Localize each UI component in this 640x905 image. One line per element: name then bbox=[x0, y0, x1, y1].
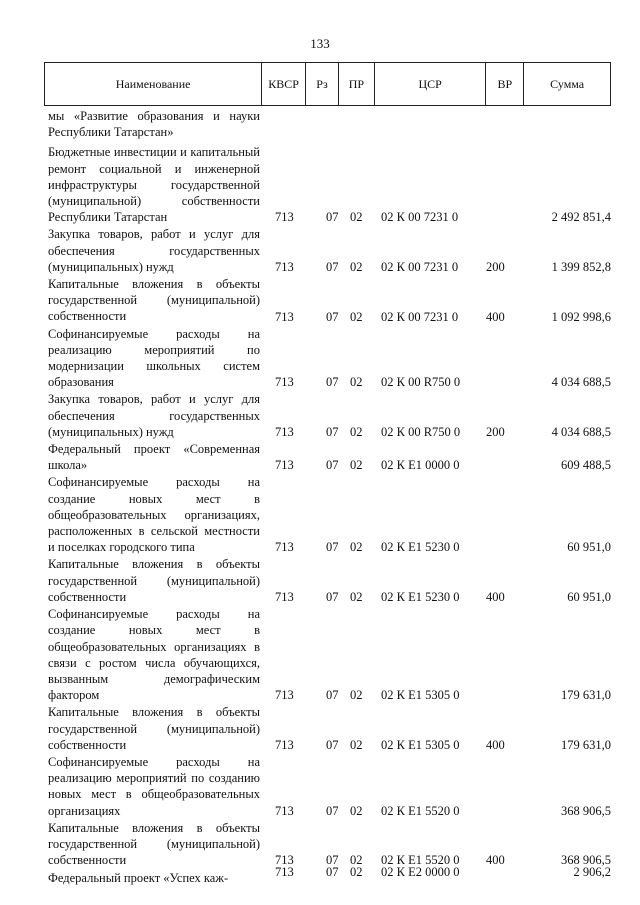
row-vr: 400 bbox=[486, 590, 505, 605]
row-name: Капитальные вложения в объекты государственной (муниципальной) собственности bbox=[48, 705, 260, 752]
row-sum: 609 488,5 bbox=[561, 458, 611, 473]
table-row bbox=[44, 704, 611, 753]
table-row bbox=[44, 441, 611, 473]
row-kvsr: 713 bbox=[275, 688, 294, 703]
row-name: Федеральный проект «Современная школа» bbox=[48, 442, 260, 473]
row-kvsr: 713 bbox=[275, 210, 294, 225]
table-row bbox=[44, 391, 611, 440]
row-sum: 4 034 688,5 bbox=[551, 375, 611, 390]
row-vr: 200 bbox=[486, 425, 505, 440]
row-name: Софинансируемые расходы на создание новых мест в общеобразовательных организациях в связи с ростом числа обучающихся, вызванным демографическим фактором bbox=[48, 607, 260, 703]
row-rz: 07 bbox=[326, 458, 339, 473]
row-csr: 02 К 00 R750 0 bbox=[381, 425, 461, 440]
row-vr: 400 bbox=[486, 853, 505, 868]
row-rz: 07 bbox=[326, 590, 339, 605]
row-kvsr: 713 bbox=[275, 865, 294, 880]
table-row bbox=[44, 820, 611, 869]
header-rz: Рз bbox=[305, 63, 338, 105]
row-sum: 60 951,0 bbox=[567, 590, 611, 605]
row-pr: 02 bbox=[350, 853, 363, 868]
row-rz: 07 bbox=[326, 737, 339, 752]
row-pr: 02 bbox=[350, 309, 363, 324]
row-csr: 02 К Е1 5305 0 bbox=[381, 688, 460, 703]
row-name: Софинансируемые расходы на создание новых мест в общеобразовательных организациях, расположенных в сельской местности и поселках городского типа bbox=[48, 475, 260, 555]
row-rz: 07 bbox=[326, 425, 339, 440]
row-name: Софинансируемые расходы на реализацию мероприятий по модернизации школьных систем образования bbox=[48, 326, 260, 390]
row-sum: 1 399 852,8 bbox=[551, 260, 611, 275]
table-row bbox=[44, 108, 611, 140]
row-name: Бюджетные инвестиции и капитальный ремонт социальной и инженерной инфраструктуры государственной (муниципальной) собственности Республики Татарстан bbox=[48, 145, 260, 225]
header-csr: ЦСР bbox=[374, 63, 486, 105]
row-csr: 02 К 00 7231 0 bbox=[381, 309, 459, 324]
row-csr: 02 К Е1 5305 0 bbox=[381, 737, 460, 752]
row-sum: 1 092 998,6 bbox=[551, 309, 611, 324]
row-csr: 02 К Е1 0000 0 bbox=[381, 458, 460, 473]
row-csr: 02 К 00 7231 0 bbox=[381, 210, 459, 225]
table-header bbox=[44, 62, 611, 106]
row-pr: 02 bbox=[350, 210, 363, 225]
row-name: мы «Развитие образования и науки Республики Татарстан» bbox=[48, 109, 260, 140]
row-name: Капитальные вложения в объекты государственной (муниципальной) собственности bbox=[48, 557, 260, 604]
row-sum: 179 631,0 bbox=[561, 737, 611, 752]
row-pr: 02 bbox=[350, 865, 363, 880]
row-name: Закупка товаров, работ и услуг для обеспечения государственных (муниципальных) нужд bbox=[48, 392, 260, 439]
row-pr: 02 bbox=[350, 425, 363, 440]
table-row bbox=[44, 474, 611, 555]
row-vr: 200 bbox=[486, 260, 505, 275]
row-sum: 4 034 688,5 bbox=[551, 425, 611, 440]
row-name: Капитальные вложения в объекты государственной (муниципальной) собственности bbox=[48, 820, 260, 868]
row-kvsr: 713 bbox=[275, 853, 294, 868]
row-rz: 07 bbox=[326, 260, 339, 275]
row-sum: 368 906,5 bbox=[561, 803, 611, 818]
row-pr: 02 bbox=[350, 540, 363, 555]
row-rz: 07 bbox=[326, 853, 339, 868]
row-sum: 2 906,2 bbox=[573, 865, 611, 880]
row-sum: 179 631,0 bbox=[561, 688, 611, 703]
row-rz: 07 bbox=[326, 540, 339, 555]
row-kvsr: 713 bbox=[275, 260, 294, 275]
header-kvsr: КВСР bbox=[261, 63, 305, 105]
row-csr: 02 К Е2 0000 0 bbox=[381, 865, 460, 880]
row-name: Капитальные вложения в объекты государственной (муниципальной) собственности bbox=[48, 277, 260, 324]
row-kvsr: 713 bbox=[275, 803, 294, 818]
row-kvsr: 713 bbox=[275, 309, 294, 324]
row-kvsr: 713 bbox=[275, 540, 294, 555]
row-kvsr: 713 bbox=[275, 458, 294, 473]
row-rz: 07 bbox=[326, 803, 339, 818]
row-sum: 2 492 851,4 bbox=[551, 210, 611, 225]
row-name: Закупка товаров, работ и услуг для обеспечения государственных (муниципальных) нужд bbox=[48, 227, 260, 274]
row-sum: 60 951,0 bbox=[567, 540, 611, 555]
header-pr: ПР bbox=[338, 63, 374, 105]
table-row bbox=[44, 144, 611, 225]
row-csr: 02 К Е1 5520 0 bbox=[381, 853, 460, 868]
table-body bbox=[44, 108, 611, 887]
header-sum: Сумма bbox=[523, 63, 610, 105]
row-rz: 07 bbox=[326, 210, 339, 225]
row-sum: 368 906,5 bbox=[561, 853, 611, 868]
row-kvsr: 713 bbox=[275, 425, 294, 440]
row-kvsr: 713 bbox=[275, 375, 294, 390]
header-name: Наименование bbox=[115, 76, 191, 91]
row-rz: 07 bbox=[326, 309, 339, 324]
table-row bbox=[44, 754, 611, 819]
row-csr: 02 К Е1 5230 0 bbox=[381, 540, 460, 555]
row-csr: 02 К 00 R750 0 bbox=[381, 375, 461, 390]
row-name: Федеральный проект «Успех каж- bbox=[48, 871, 229, 886]
row-csr: 02 К Е1 5230 0 bbox=[381, 590, 460, 605]
row-rz: 07 bbox=[326, 688, 339, 703]
table-row bbox=[44, 226, 611, 275]
table-row bbox=[44, 556, 611, 605]
row-pr: 02 bbox=[350, 260, 363, 275]
table-row bbox=[44, 326, 611, 391]
row-pr: 02 bbox=[350, 458, 363, 473]
row-kvsr: 713 bbox=[275, 590, 294, 605]
table-row bbox=[44, 864, 611, 886]
table-row bbox=[44, 276, 611, 325]
row-csr: 02 К 00 7231 0 bbox=[381, 260, 459, 275]
page-number: 133 bbox=[310, 36, 330, 51]
row-rz: 07 bbox=[326, 865, 339, 880]
row-pr: 02 bbox=[350, 688, 363, 703]
row-rz: 07 bbox=[326, 375, 339, 390]
row-csr: 02 К Е1 5520 0 bbox=[381, 803, 460, 818]
header-vr: ВР bbox=[485, 63, 523, 105]
row-name: Софинансируемые расходы на реализацию мероприятий по созданию новых мест в общеобразовательных организациях bbox=[48, 754, 260, 818]
row-pr: 02 bbox=[350, 737, 363, 752]
row-pr: 02 bbox=[350, 590, 363, 605]
row-kvsr: 713 bbox=[275, 737, 294, 752]
row-vr: 400 bbox=[486, 737, 505, 752]
row-vr: 400 bbox=[486, 309, 505, 324]
table-row bbox=[44, 606, 611, 703]
row-pr: 02 bbox=[350, 803, 363, 818]
row-pr: 02 bbox=[350, 375, 363, 390]
